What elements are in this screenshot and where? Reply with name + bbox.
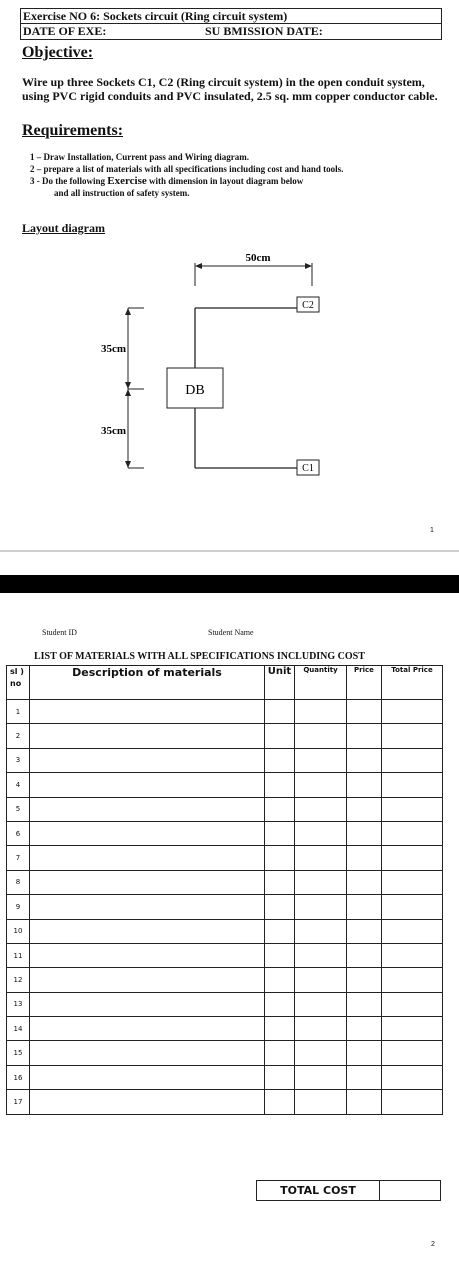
col-header-quantity: Quantity: [295, 666, 347, 700]
row-number: 12: [7, 968, 30, 992]
quantity-cell[interactable]: [295, 895, 347, 919]
page-separator: [0, 550, 459, 552]
total-price-cell[interactable]: [382, 992, 443, 1016]
total-price-cell[interactable]: [382, 1041, 443, 1065]
lower-dim-arrow-top: [125, 389, 131, 396]
table-row: [7, 1065, 443, 1089]
materials-table: [6, 665, 443, 1115]
description-cell[interactable]: [30, 1065, 265, 1089]
total-price-cell[interactable]: [382, 773, 443, 797]
price-cell[interactable]: [347, 919, 382, 943]
page-number-2: 2: [431, 1241, 435, 1248]
price-cell[interactable]: [347, 797, 382, 821]
total-price-cell[interactable]: [382, 700, 443, 724]
page-one: [0, 0, 459, 550]
description-cell[interactable]: [30, 968, 265, 992]
width-dim-label: 50cm: [245, 252, 271, 264]
description-cell[interactable]: [30, 748, 265, 772]
row-number: 7: [7, 846, 30, 870]
description-cell[interactable]: [30, 1041, 265, 1065]
price-cell[interactable]: [347, 724, 382, 748]
quantity-cell[interactable]: [295, 968, 347, 992]
quantity-cell[interactable]: [295, 992, 347, 1016]
table-row: [7, 870, 443, 894]
requirement-item-3-continued: and all instruction of safety system.: [54, 188, 190, 198]
objective-heading: Objective:: [22, 44, 94, 61]
price-cell[interactable]: [347, 846, 382, 870]
total-cost-label: TOTAL COST: [257, 1181, 380, 1200]
unit-cell[interactable]: [265, 797, 295, 821]
description-cell[interactable]: [30, 870, 265, 894]
quantity-cell[interactable]: [295, 724, 347, 748]
requirement-item-3: [30, 175, 440, 187]
col-header-unit: Unit: [265, 666, 295, 700]
unit-cell[interactable]: [265, 846, 295, 870]
unit-cell[interactable]: [265, 943, 295, 967]
table-row: [7, 1090, 443, 1114]
row-number: 3: [7, 748, 30, 772]
row-number: 17: [7, 1090, 30, 1114]
layout-diagram-label: Layout diagram: [22, 221, 106, 235]
quantity-cell[interactable]: [295, 773, 347, 797]
table-row: [7, 724, 443, 748]
quantity-cell[interactable]: [295, 1065, 347, 1089]
unit-cell[interactable]: [265, 773, 295, 797]
price-cell[interactable]: [347, 943, 382, 967]
total-price-cell[interactable]: [382, 943, 443, 967]
table-row: [7, 943, 443, 967]
materials-table-body: [7, 700, 443, 1115]
row-number: 1: [7, 700, 30, 724]
description-cell[interactable]: [30, 846, 265, 870]
upper-height-label: 35cm: [100, 343, 126, 355]
quantity-cell[interactable]: [295, 919, 347, 943]
row-number: 5: [7, 797, 30, 821]
unit-cell[interactable]: [265, 992, 295, 1016]
submission-date-label: SU BMISSION DATE:: [205, 24, 323, 38]
row-number: 2: [7, 724, 30, 748]
total-price-cell[interactable]: [382, 1065, 443, 1089]
quantity-cell[interactable]: [295, 846, 347, 870]
total-price-cell[interactable]: [382, 724, 443, 748]
socket-c1-label: C1: [302, 463, 314, 474]
width-dim-arrow-left: [195, 263, 202, 269]
table-row: [7, 846, 443, 870]
col-header-description: Description of materials: [30, 666, 265, 700]
price-cell[interactable]: [347, 1065, 382, 1089]
lower-height-label: 35cm: [100, 425, 126, 437]
description-cell[interactable]: [30, 773, 265, 797]
quantity-cell[interactable]: [295, 821, 347, 845]
quantity-cell[interactable]: [295, 748, 347, 772]
description-cell[interactable]: [30, 1090, 265, 1114]
table-row: [7, 797, 443, 821]
row-number: 14: [7, 1017, 30, 1041]
requirement-item-3-word: Exercise: [107, 175, 147, 187]
row-number: 9: [7, 895, 30, 919]
total-price-cell[interactable]: [382, 821, 443, 845]
table-row: [7, 1017, 443, 1041]
description-cell[interactable]: [30, 895, 265, 919]
black-band: [0, 575, 459, 593]
price-cell[interactable]: [347, 870, 382, 894]
requirement-item-2: 2 – prepare a list of materials with all specifications including cost and hand tools.: [30, 164, 344, 174]
col-header-total-price: Total Price: [382, 666, 443, 700]
exercise-header-box: [20, 8, 442, 40]
unit-cell[interactable]: [265, 870, 295, 894]
total-price-cell[interactable]: [382, 846, 443, 870]
upper-dim-arrow-top: [125, 308, 131, 315]
unit-cell[interactable]: [265, 968, 295, 992]
description-cell[interactable]: [30, 992, 265, 1016]
materials-list-title: LIST OF MATERIALS WITH ALL SPECIFICATIONS INCLUDING COST: [34, 651, 365, 662]
table-row: [7, 992, 443, 1016]
unit-cell[interactable]: [265, 1090, 295, 1114]
quantity-cell[interactable]: [295, 1090, 347, 1114]
table-row: [7, 748, 443, 772]
total-price-cell[interactable]: [382, 870, 443, 894]
row-number: 10: [7, 919, 30, 943]
requirements-list: [30, 151, 440, 199]
quantity-cell[interactable]: [295, 870, 347, 894]
width-dim-arrow-right: [305, 263, 312, 269]
table-row: [7, 700, 443, 724]
description-cell[interactable]: [30, 724, 265, 748]
exercise-title: Exercise NO 6: Sockets circuit (Ring circuit system): [21, 9, 441, 24]
description-cell[interactable]: [30, 797, 265, 821]
student-id-label: Student ID: [42, 628, 77, 637]
table-row: [7, 919, 443, 943]
unit-cell[interactable]: [265, 1017, 295, 1041]
row-number: 13: [7, 992, 30, 1016]
price-cell[interactable]: [347, 1090, 382, 1114]
requirement-item-1: 1 – Draw Installation, Current pass and Wiring diagram.: [30, 152, 250, 162]
price-cell[interactable]: [347, 773, 382, 797]
dates-row: [21, 24, 441, 39]
table-row: [7, 1041, 443, 1065]
quantity-cell[interactable]: [295, 1017, 347, 1041]
quantity-cell[interactable]: [295, 797, 347, 821]
price-cell[interactable]: [347, 821, 382, 845]
db-label: DB: [185, 383, 205, 398]
date-of-exe-label: DATE OF EXE:: [23, 24, 107, 38]
requirement-item-3-prefix: 3 - Do the following: [30, 176, 105, 186]
socket-c2-label: C2: [302, 300, 314, 311]
quantity-cell[interactable]: [295, 1041, 347, 1065]
table-header-row: [7, 666, 443, 700]
unit-cell[interactable]: [265, 724, 295, 748]
total-cost-box: [256, 1180, 441, 1201]
upper-dim-arrow-bottom: [125, 382, 131, 389]
price-cell[interactable]: [347, 968, 382, 992]
price-cell[interactable]: [347, 1041, 382, 1065]
col-header-sl: sl ): [10, 667, 24, 676]
row-number: 11: [7, 943, 30, 967]
col-header-sl-no: [7, 666, 30, 700]
quantity-cell[interactable]: [295, 700, 347, 724]
unit-cell[interactable]: [265, 1065, 295, 1089]
col-header-price: Price: [347, 666, 382, 700]
unit-cell[interactable]: [265, 1041, 295, 1065]
row-number: 15: [7, 1041, 30, 1065]
table-row: [7, 773, 443, 797]
table-row: [7, 968, 443, 992]
objective-text: Wire up three Sockets C1, C2 (Ring circuit system) in the open conduit system, using PVC rigid conduits and PVC insulated, 2.5 sq. mm copper conductor cable.: [22, 75, 438, 103]
description-cell[interactable]: [30, 943, 265, 967]
total-price-cell[interactable]: [382, 968, 443, 992]
requirements-heading: Requirements:: [22, 122, 124, 139]
quantity-cell[interactable]: [295, 943, 347, 967]
description-cell[interactable]: [30, 1017, 265, 1041]
row-number: 16: [7, 1065, 30, 1089]
table-row: [7, 821, 443, 845]
unit-cell[interactable]: [265, 895, 295, 919]
row-number: 8: [7, 870, 30, 894]
row-number: 6: [7, 821, 30, 845]
table-row: [7, 895, 443, 919]
requirement-item-3-suffix: with dimension in layout diagram below: [149, 176, 304, 186]
total-price-cell[interactable]: [382, 895, 443, 919]
unit-cell[interactable]: [265, 700, 295, 724]
total-price-cell[interactable]: [382, 1017, 443, 1041]
page-number-1: 1: [430, 527, 434, 534]
description-cell[interactable]: [30, 919, 265, 943]
page-two: [0, 593, 459, 1280]
unit-cell[interactable]: [265, 748, 295, 772]
price-cell[interactable]: [347, 1017, 382, 1041]
unit-cell[interactable]: [265, 821, 295, 845]
price-cell[interactable]: [347, 895, 382, 919]
description-cell[interactable]: [30, 821, 265, 845]
total-price-cell[interactable]: [382, 919, 443, 943]
total-price-cell[interactable]: [382, 748, 443, 772]
description-cell[interactable]: [30, 700, 265, 724]
price-cell[interactable]: [347, 748, 382, 772]
student-name-label: Student Name: [208, 628, 254, 637]
total-price-cell[interactable]: [382, 1090, 443, 1114]
lower-dim-arrow-bottom: [125, 461, 131, 468]
row-number: 4: [7, 773, 30, 797]
price-cell[interactable]: [347, 700, 382, 724]
total-price-cell[interactable]: [382, 797, 443, 821]
col-header-no: no: [10, 679, 22, 688]
unit-cell[interactable]: [265, 919, 295, 943]
price-cell[interactable]: [347, 992, 382, 1016]
layout-diagram: [80, 248, 340, 488]
